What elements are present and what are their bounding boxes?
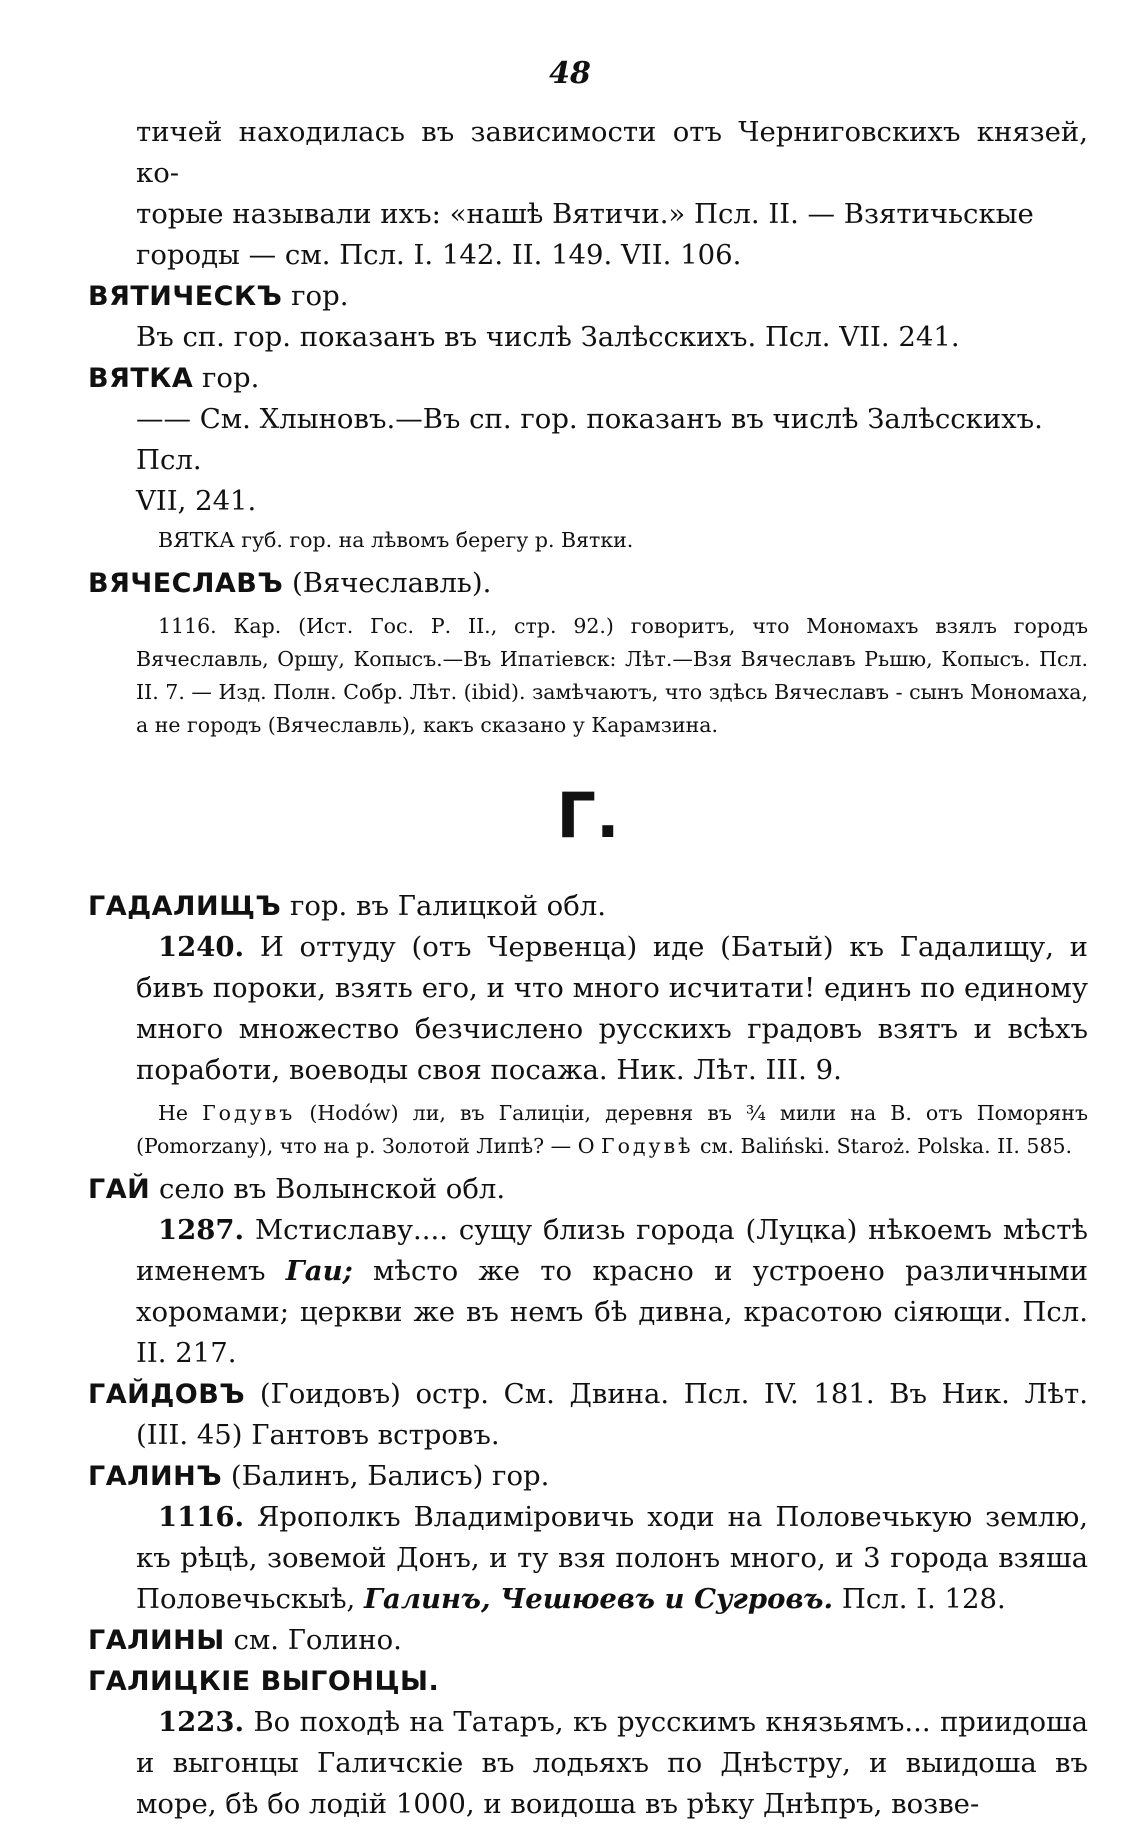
entry-type: (Вячеславль). (283, 567, 492, 599)
text-line: тичей находилась въ зависимости отъ Черниговскихъ князей, ко- (136, 116, 1088, 189)
note-paragraph (88, 610, 1088, 742)
entry-headword: ВЯТКА (88, 363, 194, 394)
entry-headword: ГАЛИНЫ (88, 1625, 225, 1656)
entry-headword: ВЯЧЕСЛАВЪ (88, 568, 284, 599)
quote-paragraph (88, 1497, 1088, 1620)
note-paragraph (88, 1097, 1088, 1163)
entry-gai (88, 1169, 1088, 1210)
text-line: торые называли ихъ: «нашѣ Вятичи.» Псл. II. — Взятичьскые (136, 198, 1034, 230)
entry-continuation (88, 112, 1088, 276)
section-letter: Г. (556, 779, 620, 852)
quote-text: И оттуду (отъ Червенца) иде (Батый) къ Гадалищу, и бивъ пороки, взять его, и что много исчитати! единъ по единому много множество безчислено русскихъ градовъ взятъ и всѣхъ поработи, воеводы своя посажа. Ник. Лѣт. III. 9. (136, 931, 1088, 1086)
note-text: см. Baliński. Staroż. Polska. II. 585. (693, 1134, 1073, 1158)
note-line: ВЯТКА губ. гор. на лѣвомъ берегу р. Вятки. (158, 528, 634, 552)
entry-type: см. Голино. (224, 1624, 402, 1656)
entry-headword: ГАЙДОВЪ (88, 1379, 246, 1410)
entry-type: (Балинъ, Балисъ) гор. (222, 1460, 550, 1492)
entry-gadalishch (88, 886, 1088, 927)
quote-text: Псл. I. 128. (833, 1583, 1006, 1615)
quote-paragraph (88, 927, 1088, 1091)
quote-paragraph (88, 1210, 1088, 1374)
entry-headword: ГАЙ (88, 1174, 151, 1205)
entry-type: гор. въ Галицкой обл. (281, 890, 606, 922)
entry-headword: ВЯТИЧЕСКЪ (88, 281, 283, 312)
entry-vyatka (88, 358, 1088, 399)
quote-text: Мстиславу.... сущу близь города (Луцка) нѣкоемъ мѣстѣ именемъ (136, 1214, 1088, 1287)
year: 1287. (158, 1214, 245, 1246)
entry-galiny (88, 1620, 1088, 1661)
italic-name: Гаи; (285, 1255, 353, 1287)
entry-headword: ГАЛИНЪ (88, 1461, 223, 1492)
text-line: VII, 241. (136, 485, 257, 517)
spaced-word: Годувѣ (601, 1134, 694, 1158)
entry-gaidov (88, 1374, 1088, 1456)
spaced-word: Годувъ (202, 1101, 296, 1125)
note-text: 1116. Кар. (Ист. Гос. Р. II., стр. 92.) говоритъ, что Мономахъ взялъ городъ Вячеславль, Оршу, Копысъ.—Въ Ипатіевск: Лѣт.—Взя Вячеславъ Рьшю, Копысъ. Псл. II. 7. — Изд. Полн. Собр. Лѣт. (ibid). замѣчаютъ, что здѣсь Вячеславъ - сынъ Мономаха, а не городъ (Вячеславль), какъ сказано у Карамзина. (136, 614, 1088, 737)
year: 1240. (158, 931, 245, 963)
quote-text: Во походѣ на Татаръ, къ русскимъ князьямъ... приидоша и выгонцы Галичскіе въ лодьяхъ по Днѣстру, и выидоша въ море, бѣ бо лодій 1000, и воидоша въ рѣку Днѣпръ, возве- (136, 1706, 1088, 1820)
year: 1223. (158, 1706, 245, 1738)
quote-text: Ярополкъ Владиміровичь ходи на Половечькую землю, къ рѣцѣ, зовемой Донъ, и ту взя полонъ много, и 3 города взяша Половечьскыѣ, (136, 1501, 1088, 1615)
year: 1116. (158, 1501, 245, 1533)
quote-paragraph (88, 1702, 1088, 1825)
note-text: Не (158, 1101, 203, 1125)
entry-headword: ГАДАЛИЩЪ (88, 891, 282, 922)
italic-names: Галинъ, Чешюевъ и Сугровъ. (364, 1583, 834, 1615)
entry-vyacheslav (88, 563, 1088, 604)
entry-type: гор. (282, 280, 349, 312)
entry-headword: ГАЛИЦКІЕ ВЫГОНЦЫ. (88, 1666, 440, 1697)
entry-type: (Гоидовъ) остр. См. Двина. Псл. IV. 181. Въ Ник. Лѣт. (III. 45) Гантовъ встровъ. (136, 1378, 1088, 1451)
note-text: (Hodów) ли, въ Галиціи, деревня въ ¾ мили на В. отъ Поморянъ (Pomorzany), что на р. Золотой Липѣ? — О (136, 1101, 1088, 1158)
text-line: —— См. Хлыновъ.—Въ сп. гор. показанъ въ числѣ Залѣсскихъ. Псл. (136, 403, 1043, 476)
page-content (88, 112, 1088, 1825)
quote-text: мѣсто же то красно и устроено различными хоромами; церкви же въ немъ бѣ дивна, красотою сіяющи. Псл. II. 217. (136, 1255, 1088, 1369)
entry-type: гор. (193, 362, 260, 394)
text-line: Въ сп. гор. показанъ въ числѣ Залѣсскихъ. Псл. VII. 241. (136, 321, 960, 353)
entry-vyatichesk (88, 276, 1088, 317)
page-number: 48 (549, 56, 591, 91)
entry-galin (88, 1456, 1088, 1497)
entry-type: село въ Волынской обл. (150, 1173, 506, 1205)
text-line: городы — см. Псл. I. 142. II. 149. VII. 106. (136, 239, 742, 271)
entry-galitskie (88, 1661, 1088, 1702)
